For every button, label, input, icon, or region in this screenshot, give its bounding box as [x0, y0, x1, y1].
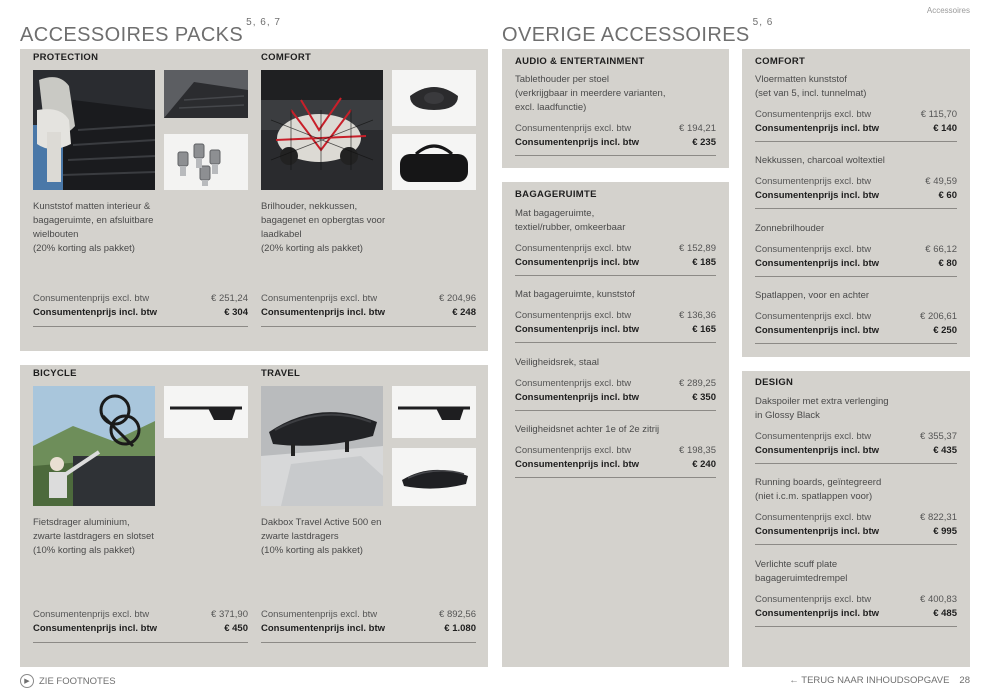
- price-excl-value: € 371,90: [211, 609, 248, 620]
- desc-line: zwarte lastdragers: [261, 531, 339, 542]
- price-excl-label: Consumentenprijs excl. btw: [515, 378, 632, 389]
- price-excl-label: Consumentenprijs excl. btw: [515, 310, 632, 321]
- bagage-panel: [502, 182, 729, 667]
- price-incl-row: [755, 444, 957, 458]
- price-incl-row: [755, 607, 957, 621]
- desc-line: Kunststof matten interieur &: [33, 201, 151, 212]
- accessory-name: [755, 73, 957, 101]
- name-line: excl. laadfunctie): [515, 102, 587, 113]
- price-incl-row: [515, 136, 716, 150]
- price-excl-value: € 198,35: [679, 445, 716, 456]
- divider: [261, 642, 476, 643]
- accessory-name: [755, 154, 957, 168]
- accessory-item: [755, 154, 957, 209]
- pack-travel: [261, 365, 476, 665]
- price-excl-row: [755, 175, 957, 189]
- price-incl-value: € 450: [224, 623, 248, 634]
- accessory-name: [515, 73, 716, 115]
- price-incl-label: Consumentenprijs incl. btw: [755, 608, 880, 619]
- name-line: Nekkussen, charcoal woltextiel: [755, 155, 885, 166]
- pack-description: [33, 200, 248, 256]
- desc-line: bagageruimte, en afsluitbare: [33, 215, 154, 226]
- price-excl-value: € 892,56: [439, 609, 476, 620]
- divider: [755, 463, 957, 464]
- price-incl-value: € 80: [938, 258, 957, 269]
- price-incl-label: Consumentenprijs incl. btw: [515, 324, 640, 335]
- name-line: Mat bagageruimte,: [515, 208, 595, 219]
- accessory-item: [515, 356, 716, 411]
- divider: [515, 342, 716, 343]
- price-incl-row: [33, 306, 248, 320]
- name-line: textiel/rubber, omkeerbaar: [515, 222, 626, 233]
- price-excl-row: [515, 444, 716, 458]
- price-incl-label: Consumentenprijs incl. btw: [515, 137, 640, 148]
- accessory-item: [755, 222, 957, 277]
- pack-description: [33, 516, 248, 558]
- price-excl-row: [261, 292, 476, 306]
- price-excl-label: Consumentenprijs excl. btw: [755, 594, 872, 605]
- trunk-mat-image: [33, 70, 155, 190]
- pack-comfort: [261, 49, 476, 349]
- accessory-item: [515, 288, 716, 343]
- name-line: Veiligheidsrek, staal: [515, 357, 599, 368]
- desc-line: zwarte lastdragers en slotset: [33, 531, 154, 542]
- packs-title-text: ACCESSOIRES PACKS: [20, 24, 244, 46]
- accessory-item: [515, 73, 716, 156]
- price-incl-value: € 350: [692, 392, 716, 403]
- divider: [515, 275, 716, 276]
- packs-footnote-ref: 5, 6, 7: [246, 17, 281, 29]
- divider: [755, 141, 957, 142]
- name-line: Verlichte scuff plate: [755, 559, 838, 570]
- price-excl-label: Consumentenprijs excl. btw: [755, 176, 872, 187]
- price-incl-label: Consumentenprijs incl. btw: [755, 526, 880, 537]
- price-incl-value: € 1.080: [444, 623, 476, 634]
- desc-line: (10% korting als pakket): [261, 545, 363, 556]
- divider: [755, 626, 957, 627]
- packs-section-title: [20, 17, 281, 47]
- arrow-right-circle-icon: ▶: [20, 674, 34, 688]
- price-block: [261, 292, 476, 327]
- accessory-item: [755, 73, 957, 142]
- footnotes-label: ZIE FOOTNOTES: [39, 675, 116, 687]
- pack-title: COMFORT: [261, 52, 312, 63]
- pack-title: TRAVEL: [261, 368, 301, 379]
- name-line: in Glossy Black: [755, 410, 820, 421]
- price-incl-row: [755, 257, 957, 271]
- price-incl-label: Consumentenprijs incl. btw: [33, 623, 158, 634]
- price-excl-row: [755, 108, 957, 122]
- pack-protection: [33, 49, 248, 349]
- price-excl-label: Consumentenprijs excl. btw: [261, 293, 378, 304]
- price-incl-row: [515, 256, 716, 270]
- price-excl-row: [261, 608, 476, 622]
- price-excl-value: € 136,36: [679, 310, 716, 321]
- price-excl-value: € 49,59: [925, 176, 957, 187]
- name-line: Veiligheidsnet achter 1e of 2e zitrij: [515, 424, 660, 435]
- divider: [515, 477, 716, 478]
- price-excl-row: [755, 593, 957, 607]
- price-excl-value: € 115,70: [920, 109, 957, 120]
- name-line: Mat bagageruimte, kunststof: [515, 289, 635, 300]
- footnotes-link[interactable]: [20, 674, 116, 688]
- price-excl-label: Consumentenprijs excl. btw: [261, 609, 378, 620]
- pack-title: BICYCLE: [33, 368, 77, 379]
- price-excl-label: Consumentenprijs excl. btw: [33, 293, 150, 304]
- desc-line: (20% korting als pakket): [261, 243, 363, 254]
- back-label: ← TERUG NAAR INHOUDSOPGAVE: [789, 675, 950, 686]
- price-block: [33, 608, 248, 643]
- price-excl-label: Consumentenprijs excl. btw: [755, 512, 872, 523]
- price-incl-value: € 485: [933, 608, 957, 619]
- price-excl-value: € 822,31: [920, 512, 957, 523]
- price-excl-row: [33, 608, 248, 622]
- pack-description: [261, 516, 476, 558]
- roof-box-image: [392, 448, 476, 506]
- header-tag: Accessoires: [926, 6, 970, 15]
- accessory-name: [755, 395, 957, 423]
- wheel-bolts-image: [164, 134, 248, 190]
- pack-title: PROTECTION: [33, 52, 99, 63]
- overige-section-title: [502, 17, 774, 47]
- divider: [33, 326, 248, 327]
- category-title: COMFORT: [755, 56, 806, 67]
- desc-line: bagagenet en opbergtas voor: [261, 215, 386, 226]
- pack-bicycle: [33, 365, 248, 665]
- price-excl-label: Consumentenprijs excl. btw: [515, 445, 632, 456]
- divider: [755, 276, 957, 277]
- design-panel: [742, 371, 970, 667]
- price-block: [33, 292, 248, 327]
- price-incl-value: € 235: [692, 137, 716, 148]
- roof-bars-image: [392, 386, 476, 438]
- price-excl-value: € 206,61: [920, 311, 957, 322]
- price-excl-value: € 152,89: [679, 243, 716, 254]
- price-excl-row: [755, 511, 957, 525]
- price-excl-value: € 289,25: [679, 378, 716, 389]
- divider: [261, 326, 476, 327]
- price-incl-label: Consumentenprijs incl. btw: [515, 392, 640, 403]
- accessory-name: [515, 356, 716, 370]
- name-line: Zonnebrilhouder: [755, 223, 825, 234]
- name-line: (set van 5, incl. tunnelmat): [755, 88, 867, 99]
- price-incl-value: € 240: [692, 459, 716, 470]
- overige-footnote-ref: 5, 6: [752, 17, 774, 29]
- name-line: (verkrijgbaar in meerdere varianten,: [515, 88, 666, 99]
- price-excl-row: [755, 310, 957, 324]
- price-incl-row: [515, 458, 716, 472]
- name-line: bagageruimtedrempel: [755, 573, 848, 584]
- price-incl-value: € 250: [933, 325, 957, 336]
- price-incl-label: Consumentenprijs incl. btw: [755, 258, 880, 269]
- name-line: Spatlappen, voor en achter: [755, 290, 870, 301]
- accessory-name: [515, 288, 716, 302]
- price-excl-label: Consumentenprijs excl. btw: [515, 243, 632, 254]
- divider: [755, 208, 957, 209]
- price-incl-row: [261, 306, 476, 320]
- price-incl-row: [755, 324, 957, 338]
- price-excl-label: Consumentenprijs excl. btw: [33, 609, 150, 620]
- page-number: 28: [959, 675, 970, 686]
- accessory-item: [755, 558, 957, 627]
- price-incl-value: € 185: [692, 257, 716, 268]
- price-excl-label: Consumentenprijs excl. btw: [755, 244, 872, 255]
- price-incl-row: [515, 323, 716, 337]
- price-incl-value: € 435: [933, 445, 957, 456]
- divider: [755, 544, 957, 545]
- price-incl-label: Consumentenprijs incl. btw: [33, 307, 158, 318]
- price-excl-label: Consumentenprijs excl. btw: [755, 431, 872, 442]
- audio-panel: [502, 49, 729, 168]
- accessory-name: [755, 289, 957, 303]
- accessory-item: [515, 423, 716, 478]
- name-line: Running boards, geïntegreerd: [755, 477, 882, 488]
- name-line: (niet i.c.m. spatlappen voor): [755, 491, 873, 502]
- accessory-name: [515, 207, 716, 235]
- comfort-panel: [742, 49, 970, 357]
- price-incl-label: Consumentenprijs incl. btw: [515, 459, 640, 470]
- desc-line: (20% korting als pakket): [33, 243, 135, 254]
- price-incl-value: € 140: [933, 123, 957, 134]
- desc-line: (10% korting als pakket): [33, 545, 135, 556]
- price-incl-label: Consumentenprijs incl. btw: [755, 445, 880, 456]
- price-excl-label: Consumentenprijs excl. btw: [755, 109, 872, 120]
- price-incl-row: [33, 622, 248, 636]
- accessory-item: [755, 395, 957, 464]
- price-incl-value: € 304: [224, 307, 248, 318]
- accessory-item: [755, 476, 957, 545]
- price-excl-row: [33, 292, 248, 306]
- back-to-contents-link[interactable]: [789, 675, 970, 686]
- price-incl-value: € 248: [452, 307, 476, 318]
- accessory-item: [515, 207, 716, 276]
- price-incl-label: Consumentenprijs incl. btw: [261, 307, 386, 318]
- price-excl-row: [515, 309, 716, 323]
- accessory-name: [515, 423, 716, 437]
- divider: [755, 343, 957, 344]
- price-incl-label: Consumentenprijs incl. btw: [755, 325, 880, 336]
- price-incl-value: € 995: [933, 526, 957, 537]
- category-title: BAGAGERUIMTE: [515, 189, 597, 200]
- roof-box-car-image: [261, 386, 383, 506]
- desc-line: laadkabel: [261, 229, 302, 240]
- price-incl-row: [755, 525, 957, 539]
- price-excl-row: [755, 243, 957, 257]
- price-incl-label: Consumentenprijs incl. btw: [261, 623, 386, 634]
- category-title: DESIGN: [755, 377, 794, 388]
- neck-pillow-image: [392, 70, 476, 126]
- pack-description: [261, 200, 476, 256]
- price-excl-row: [755, 430, 957, 444]
- accessory-name: [755, 558, 957, 586]
- price-block: [261, 608, 476, 643]
- price-incl-value: € 165: [692, 324, 716, 335]
- overige-title-text: OVERIGE ACCESSOIRES: [502, 24, 750, 46]
- price-incl-label: Consumentenprijs incl. btw: [515, 257, 640, 268]
- price-excl-value: € 194,21: [679, 123, 716, 134]
- accessory-name: [755, 222, 957, 236]
- bike-carrier-image: [33, 386, 155, 506]
- price-incl-value: € 60: [938, 190, 957, 201]
- divider: [515, 155, 716, 156]
- floor-mat-image: [164, 70, 248, 118]
- roof-bars-image: [164, 386, 248, 438]
- price-incl-row: [515, 391, 716, 405]
- desc-line: wielbouten: [33, 229, 79, 240]
- category-title: AUDIO & ENTERTAINMENT: [515, 56, 645, 67]
- price-incl-label: Consumentenprijs incl. btw: [755, 123, 880, 134]
- accessory-name: [755, 476, 957, 504]
- price-incl-row: [755, 122, 957, 136]
- price-excl-row: [515, 242, 716, 256]
- storage-bag-image: [392, 134, 476, 190]
- price-excl-label: Consumentenprijs excl. btw: [515, 123, 632, 134]
- name-line: Dakspoiler met extra verlenging: [755, 396, 889, 407]
- cargo-net-image: [261, 70, 383, 190]
- name-line: Tablethouder per stoel: [515, 74, 610, 85]
- price-excl-row: [515, 377, 716, 391]
- price-excl-value: € 204,96: [439, 293, 476, 304]
- price-excl-value: € 66,12: [925, 244, 957, 255]
- accessory-item: [755, 289, 957, 344]
- price-incl-label: Consumentenprijs incl. btw: [755, 190, 880, 201]
- price-excl-row: [515, 122, 716, 136]
- price-excl-value: € 355,37: [920, 431, 957, 442]
- divider: [33, 642, 248, 643]
- price-excl-value: € 400,83: [920, 594, 957, 605]
- price-excl-value: € 251,24: [211, 293, 248, 304]
- price-incl-row: [261, 622, 476, 636]
- divider: [515, 410, 716, 411]
- price-incl-row: [755, 189, 957, 203]
- name-line: Vloermatten kunststof: [755, 74, 847, 85]
- desc-line: Fietsdrager aluminium,: [33, 517, 130, 528]
- desc-line: Dakbox Travel Active 500 en: [261, 517, 382, 528]
- price-excl-label: Consumentenprijs excl. btw: [755, 311, 872, 322]
- desc-line: Brilhouder, nekkussen,: [261, 201, 358, 212]
